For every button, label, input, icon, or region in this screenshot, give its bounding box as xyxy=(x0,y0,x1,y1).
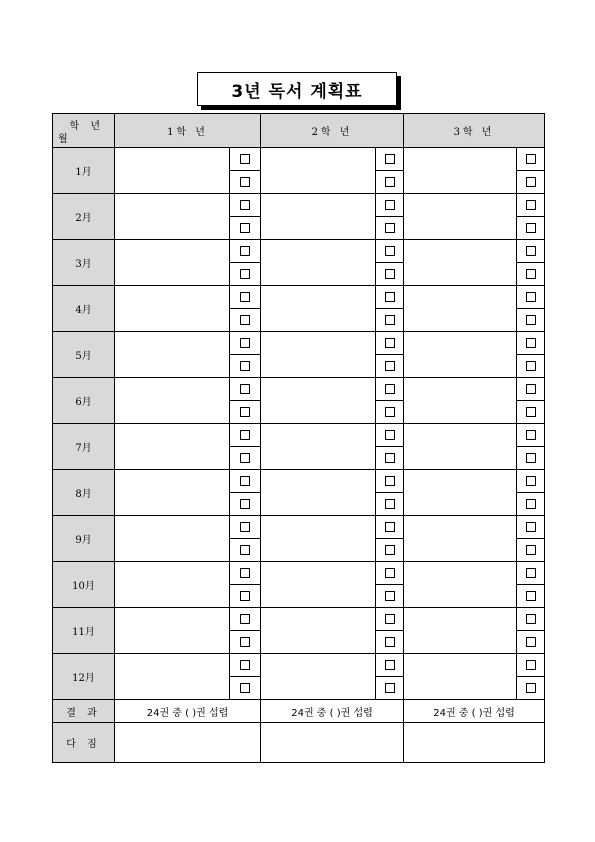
checkbox-cell xyxy=(376,447,404,470)
checkbox-cell xyxy=(376,286,404,309)
checkbox-cell xyxy=(230,401,261,424)
checkbox-cell xyxy=(230,171,261,194)
checkbox[interactable] xyxy=(385,246,395,256)
header-row xyxy=(53,114,545,148)
checkbox-cell xyxy=(376,217,404,240)
checkbox[interactable] xyxy=(385,453,395,463)
book-entry-field[interactable] xyxy=(404,148,517,194)
book-entry-field[interactable] xyxy=(115,654,230,700)
book-entry-field[interactable] xyxy=(261,378,376,424)
checkbox-cell xyxy=(376,194,404,217)
pledge-field[interactable] xyxy=(261,723,404,763)
checkbox[interactable] xyxy=(240,315,250,325)
checkbox-cell xyxy=(376,631,404,654)
book-entry-field[interactable] xyxy=(261,286,376,332)
checkbox[interactable] xyxy=(385,315,395,325)
checkbox-cell xyxy=(517,654,545,677)
checkbox-cell xyxy=(376,470,404,493)
year-2-header: 2학 년 xyxy=(261,114,404,148)
checkbox-cell xyxy=(230,654,261,677)
checkbox-cell xyxy=(230,562,261,585)
checkbox-cell xyxy=(376,562,404,585)
checkbox[interactable] xyxy=(385,660,395,670)
checkbox[interactable] xyxy=(385,384,395,394)
checkbox[interactable] xyxy=(240,545,250,555)
checkbox-cell xyxy=(517,355,545,378)
month-row xyxy=(53,562,545,585)
checkbox[interactable] xyxy=(385,430,395,440)
book-entry-field[interactable] xyxy=(404,194,517,240)
book-entry-field[interactable] xyxy=(261,470,376,516)
checkbox-cell xyxy=(230,240,261,263)
month-label-cell: 9月 xyxy=(53,516,115,562)
checkbox-cell xyxy=(517,470,545,493)
checkbox[interactable] xyxy=(240,407,250,417)
month-row xyxy=(53,332,545,355)
checkbox[interactable] xyxy=(240,660,250,670)
checkbox[interactable] xyxy=(240,522,250,532)
checkbox[interactable] xyxy=(526,591,536,601)
book-entry-field[interactable] xyxy=(261,562,376,608)
checkbox[interactable] xyxy=(526,476,536,486)
checkbox-cell xyxy=(376,654,404,677)
result-row xyxy=(53,700,545,723)
checkbox-cell xyxy=(376,309,404,332)
checkbox-cell xyxy=(376,240,404,263)
checkbox-cell xyxy=(376,148,404,171)
month-row xyxy=(53,654,545,677)
checkbox-cell xyxy=(517,493,545,516)
checkbox-cell xyxy=(517,585,545,608)
checkbox-cell xyxy=(517,401,545,424)
checkbox-cell xyxy=(230,539,261,562)
month-label-cell: 3月 xyxy=(53,240,115,286)
checkbox-cell xyxy=(230,263,261,286)
checkbox-cell xyxy=(230,355,261,378)
checkbox-cell xyxy=(517,516,545,539)
checkbox[interactable] xyxy=(526,522,536,532)
checkbox-cell xyxy=(376,585,404,608)
checkbox[interactable] xyxy=(526,177,536,187)
checkbox-cell xyxy=(517,240,545,263)
book-entry-field[interactable] xyxy=(115,194,230,240)
checkbox[interactable] xyxy=(240,292,250,302)
checkbox[interactable] xyxy=(240,338,250,348)
book-entry-field[interactable] xyxy=(404,470,517,516)
checkbox-cell xyxy=(376,608,404,631)
checkbox[interactable] xyxy=(385,568,395,578)
checkbox-cell xyxy=(230,585,261,608)
checkbox-cell xyxy=(517,332,545,355)
checkbox-cell xyxy=(517,309,545,332)
month-label-cell: 8月 xyxy=(53,470,115,516)
book-entry-field[interactable] xyxy=(261,424,376,470)
checkbox[interactable] xyxy=(240,430,250,440)
checkbox[interactable] xyxy=(385,269,395,279)
corner-header xyxy=(53,114,115,148)
checkbox[interactable] xyxy=(526,154,536,164)
checkbox-cell xyxy=(230,194,261,217)
checkbox-cell xyxy=(517,217,545,240)
checkbox[interactable] xyxy=(526,453,536,463)
checkbox[interactable] xyxy=(526,338,536,348)
checkbox-cell xyxy=(376,401,404,424)
month-row xyxy=(53,194,545,217)
checkbox-cell xyxy=(230,516,261,539)
book-entry-field[interactable] xyxy=(404,654,517,700)
book-entry-field[interactable] xyxy=(115,240,230,286)
book-entry-field[interactable] xyxy=(261,654,376,700)
checkbox[interactable] xyxy=(526,683,536,693)
checkbox-cell xyxy=(230,493,261,516)
checkbox[interactable] xyxy=(526,660,536,670)
checkbox[interactable] xyxy=(240,177,250,187)
checkbox-cell xyxy=(517,263,545,286)
checkbox[interactable] xyxy=(240,246,250,256)
checkbox-cell xyxy=(230,378,261,401)
checkbox[interactable] xyxy=(240,154,250,164)
pledge-field[interactable] xyxy=(115,723,261,763)
checkbox[interactable] xyxy=(385,154,395,164)
checkbox[interactable] xyxy=(385,407,395,417)
checkbox[interactable] xyxy=(240,637,250,647)
month-label-cell: 4月 xyxy=(53,286,115,332)
book-entry-field[interactable] xyxy=(261,240,376,286)
checkbox-cell xyxy=(517,171,545,194)
checkbox-cell xyxy=(230,217,261,240)
checkbox[interactable] xyxy=(385,361,395,371)
book-entry-field[interactable] xyxy=(115,424,230,470)
checkbox-cell xyxy=(230,148,261,171)
book-entry-field[interactable] xyxy=(115,332,230,378)
pledge-label: 다 짐 xyxy=(53,723,115,763)
checkbox-cell xyxy=(230,286,261,309)
book-entry-field[interactable] xyxy=(404,332,517,378)
month-row xyxy=(53,516,545,539)
checkbox-cell xyxy=(376,424,404,447)
checkbox[interactable] xyxy=(240,499,250,509)
checkbox-cell xyxy=(376,677,404,700)
checkbox-cell xyxy=(517,378,545,401)
checkbox-cell xyxy=(517,286,545,309)
book-entry-field[interactable] xyxy=(404,286,517,332)
checkbox-cell xyxy=(517,608,545,631)
book-entry-field[interactable] xyxy=(115,378,230,424)
checkbox-cell xyxy=(230,424,261,447)
checkbox-cell xyxy=(376,355,404,378)
book-entry-field[interactable] xyxy=(115,608,230,654)
month-row xyxy=(53,608,545,631)
checkbox[interactable] xyxy=(385,223,395,233)
book-entry-field[interactable] xyxy=(115,562,230,608)
checkbox[interactable] xyxy=(385,476,395,486)
month-row xyxy=(53,378,545,401)
checkbox-cell xyxy=(376,493,404,516)
month-row xyxy=(53,470,545,493)
checkbox[interactable] xyxy=(385,637,395,647)
book-entry-field[interactable] xyxy=(261,194,376,240)
grade-label: 학 년 xyxy=(69,121,104,132)
checkbox-cell xyxy=(230,309,261,332)
checkbox[interactable] xyxy=(240,476,250,486)
checkbox-cell xyxy=(230,677,261,700)
month-row xyxy=(53,424,545,447)
checkbox-cell xyxy=(376,539,404,562)
book-entry-field[interactable] xyxy=(261,608,376,654)
checkbox[interactable] xyxy=(385,177,395,187)
checkbox[interactable] xyxy=(526,315,536,325)
result-text: 24권 중 ( )권 섭렵 xyxy=(115,700,261,723)
book-entry-field[interactable] xyxy=(404,562,517,608)
checkbox[interactable] xyxy=(526,545,536,555)
checkbox-cell xyxy=(517,194,545,217)
book-entry-field[interactable] xyxy=(115,516,230,562)
pledge-row xyxy=(53,723,545,763)
checkbox[interactable] xyxy=(240,200,250,210)
checkbox[interactable] xyxy=(240,223,250,233)
checkbox-cell xyxy=(517,631,545,654)
month-row xyxy=(53,286,545,309)
month-label-cell: 5月 xyxy=(53,332,115,378)
month-label-cell: 2月 xyxy=(53,194,115,240)
month-label: 월 xyxy=(58,134,68,145)
checkbox-cell xyxy=(230,631,261,654)
checkbox[interactable] xyxy=(526,499,536,509)
result-text: 24권 중 ( )권 섭렵 xyxy=(404,700,545,723)
month-row xyxy=(53,240,545,263)
checkbox[interactable] xyxy=(526,200,536,210)
month-label-cell: 1月 xyxy=(53,148,115,194)
checkbox-cell xyxy=(376,378,404,401)
checkbox[interactable] xyxy=(240,683,250,693)
month-row xyxy=(53,148,545,171)
checkbox[interactable] xyxy=(385,545,395,555)
checkbox[interactable] xyxy=(385,683,395,693)
result-text: 24권 중 ( )권 섭렵 xyxy=(261,700,404,723)
book-entry-field[interactable] xyxy=(115,148,230,194)
checkbox[interactable] xyxy=(240,453,250,463)
checkbox-cell xyxy=(517,539,545,562)
checkbox[interactable] xyxy=(526,568,536,578)
year-1-header: 1학 년 xyxy=(115,114,261,148)
month-label-cell: 7月 xyxy=(53,424,115,470)
checkbox[interactable] xyxy=(526,384,536,394)
book-entry-field[interactable] xyxy=(404,424,517,470)
checkbox-cell xyxy=(376,171,404,194)
month-label-cell: 12月 xyxy=(53,654,115,700)
checkbox[interactable] xyxy=(240,269,250,279)
checkbox[interactable] xyxy=(526,407,536,417)
month-label-cell: 10月 xyxy=(53,562,115,608)
checkbox-cell xyxy=(517,148,545,171)
checkbox-cell xyxy=(517,562,545,585)
checkbox-cell xyxy=(517,677,545,700)
checkbox[interactable] xyxy=(526,637,536,647)
checkbox[interactable] xyxy=(385,614,395,624)
title-block xyxy=(197,72,397,106)
book-entry-field[interactable] xyxy=(404,240,517,286)
checkbox-cell xyxy=(376,263,404,286)
book-entry-field[interactable] xyxy=(115,286,230,332)
year-3-header: 3학 년 xyxy=(404,114,545,148)
checkbox-cell xyxy=(517,424,545,447)
checkbox-cell xyxy=(376,332,404,355)
checkbox[interactable] xyxy=(240,591,250,601)
checkbox[interactable] xyxy=(526,246,536,256)
checkbox[interactable] xyxy=(385,522,395,532)
book-entry-field[interactable] xyxy=(404,516,517,562)
checkbox-cell xyxy=(376,516,404,539)
checkbox[interactable] xyxy=(385,292,395,302)
checkbox[interactable] xyxy=(240,384,250,394)
book-entry-field[interactable] xyxy=(261,148,376,194)
checkbox[interactable] xyxy=(526,361,536,371)
month-label-cell: 6月 xyxy=(53,378,115,424)
checkbox[interactable] xyxy=(526,430,536,440)
book-entry-field[interactable] xyxy=(115,470,230,516)
checkbox-cell xyxy=(230,447,261,470)
checkbox-cell xyxy=(517,447,545,470)
checkbox[interactable] xyxy=(385,200,395,210)
checkbox-cell xyxy=(230,332,261,355)
checkbox[interactable] xyxy=(240,614,250,624)
checkbox[interactable] xyxy=(240,568,250,578)
checkbox-cell xyxy=(230,608,261,631)
checkbox[interactable] xyxy=(240,361,250,371)
checkbox[interactable] xyxy=(385,338,395,348)
reading-plan-table xyxy=(52,113,545,763)
month-label-cell: 11月 xyxy=(53,608,115,654)
page-title: 3년 독서 계획표 xyxy=(197,72,397,106)
pledge-field[interactable] xyxy=(404,723,545,763)
checkbox[interactable] xyxy=(526,223,536,233)
checkbox[interactable] xyxy=(526,292,536,302)
result-label: 결 과 xyxy=(53,700,115,723)
checkbox-cell xyxy=(230,470,261,493)
checkbox[interactable] xyxy=(526,269,536,279)
book-entry-field[interactable] xyxy=(404,608,517,654)
book-entry-field[interactable] xyxy=(261,332,376,378)
checkbox[interactable] xyxy=(526,614,536,624)
book-entry-field[interactable] xyxy=(404,378,517,424)
checkbox[interactable] xyxy=(385,591,395,601)
checkbox[interactable] xyxy=(385,499,395,509)
book-entry-field[interactable] xyxy=(261,516,376,562)
